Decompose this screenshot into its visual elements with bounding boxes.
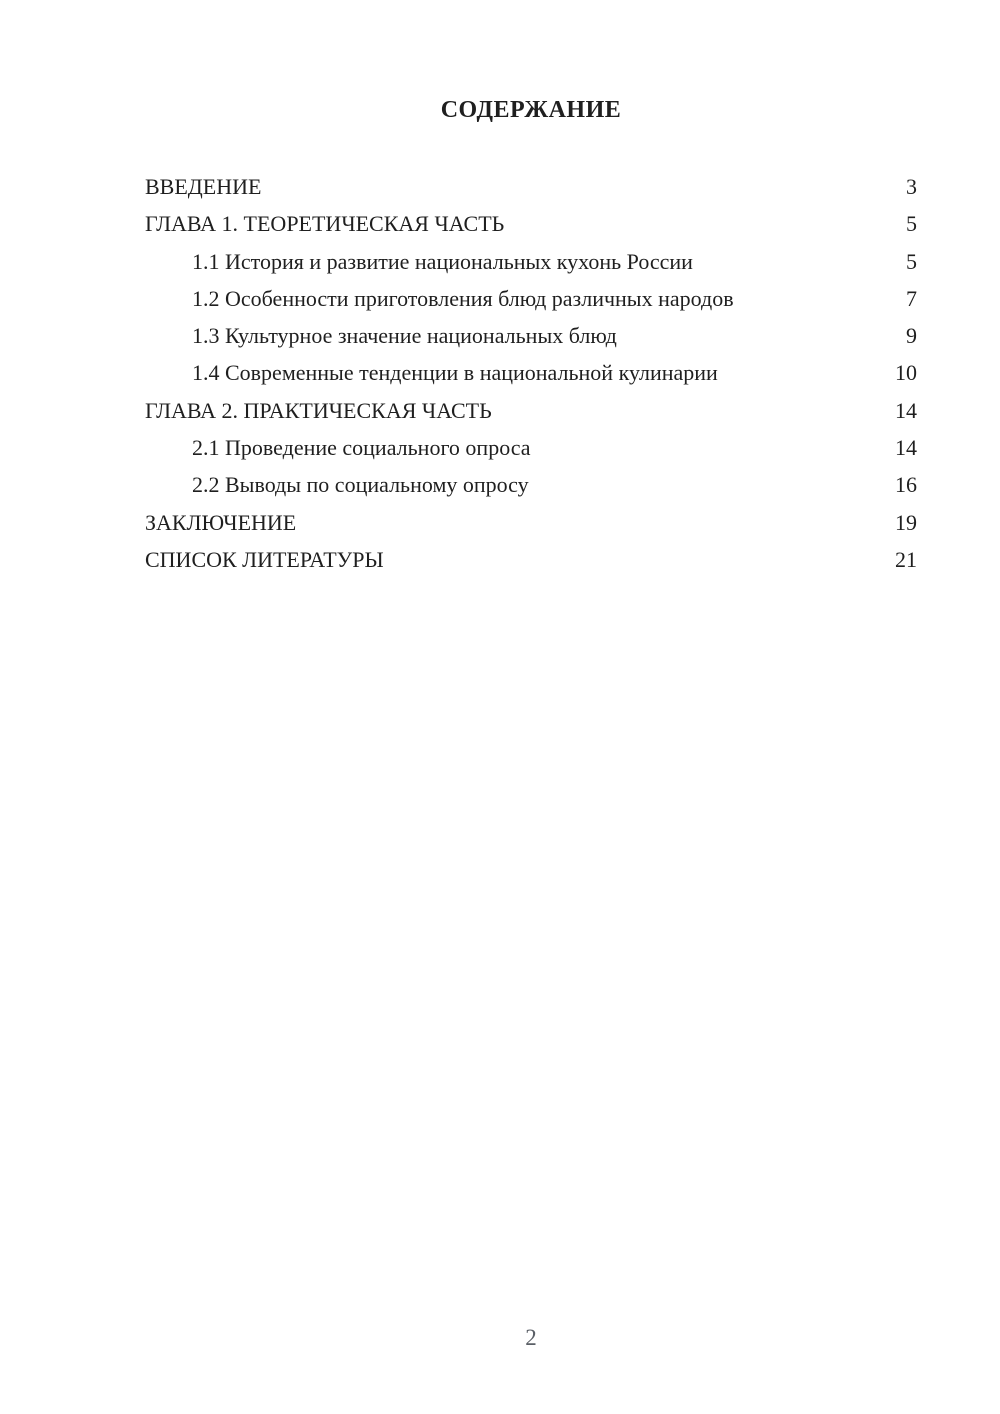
toc-entry-label: 2.2 Выводы по социальному опросу — [192, 472, 529, 498]
toc-entry-page-number: 5 — [906, 248, 917, 274]
toc-entry — [145, 168, 917, 205]
toc-entry-label: ЗАКЛЮЧЕНИЕ — [145, 509, 297, 535]
toc-entry — [145, 541, 917, 578]
toc-entry-label: 2.1 Проведение социального опроса — [192, 435, 531, 461]
toc-entry-label: 1.1 История и развитие национальных кухонь России — [192, 248, 693, 274]
toc-entry — [145, 504, 917, 541]
toc-entry — [145, 243, 917, 280]
toc-entry — [145, 429, 917, 466]
toc-entry — [145, 354, 917, 391]
toc-entry-label: СПИСОК ЛИТЕРАТУРЫ — [145, 546, 384, 572]
toc-entry-page-number: 21 — [895, 546, 917, 572]
toc-entry-page-number: 16 — [895, 472, 917, 498]
footer-page-number: 2 — [525, 1325, 537, 1350]
toc-entry-page-number: 10 — [895, 360, 917, 386]
toc-entry-label: 1.2 Особенности приготовления блюд различных народов — [192, 285, 734, 311]
toc-entry — [145, 205, 917, 242]
toc-entry-page-number: 9 — [906, 323, 917, 349]
toc-entry — [145, 466, 917, 503]
toc-entry-page-number: 5 — [906, 211, 917, 237]
toc-entry-label: ГЛАВА 2. ПРАКТИЧЕСКАЯ ЧАСТЬ — [145, 397, 492, 423]
document-page — [145, 0, 917, 1414]
toc-entry — [145, 392, 917, 429]
table-of-contents — [145, 168, 917, 578]
toc-entry-page-number: 7 — [906, 285, 917, 311]
toc-entry-label: 1.4 Современные тенденции в национальной кулинарии — [192, 360, 718, 386]
toc-entry — [145, 317, 917, 354]
toc-entry-page-number: 14 — [895, 397, 917, 423]
toc-entry-page-number: 19 — [895, 509, 917, 535]
toc-entry-page-number: 3 — [906, 174, 917, 199]
toc-entry-label: ГЛАВА 1. ТЕОРЕТИЧЕСКАЯ ЧАСТЬ — [145, 211, 505, 237]
page-title: СОДЕРЖАНИЕ — [440, 97, 622, 123]
toc-entry-label: ВВЕДЕНИЕ — [145, 174, 262, 199]
toc-entry-label: 1.3 Культурное значение национальных блюд — [192, 323, 617, 349]
toc-entry — [145, 280, 917, 317]
toc-entry-page-number: 14 — [895, 435, 917, 461]
